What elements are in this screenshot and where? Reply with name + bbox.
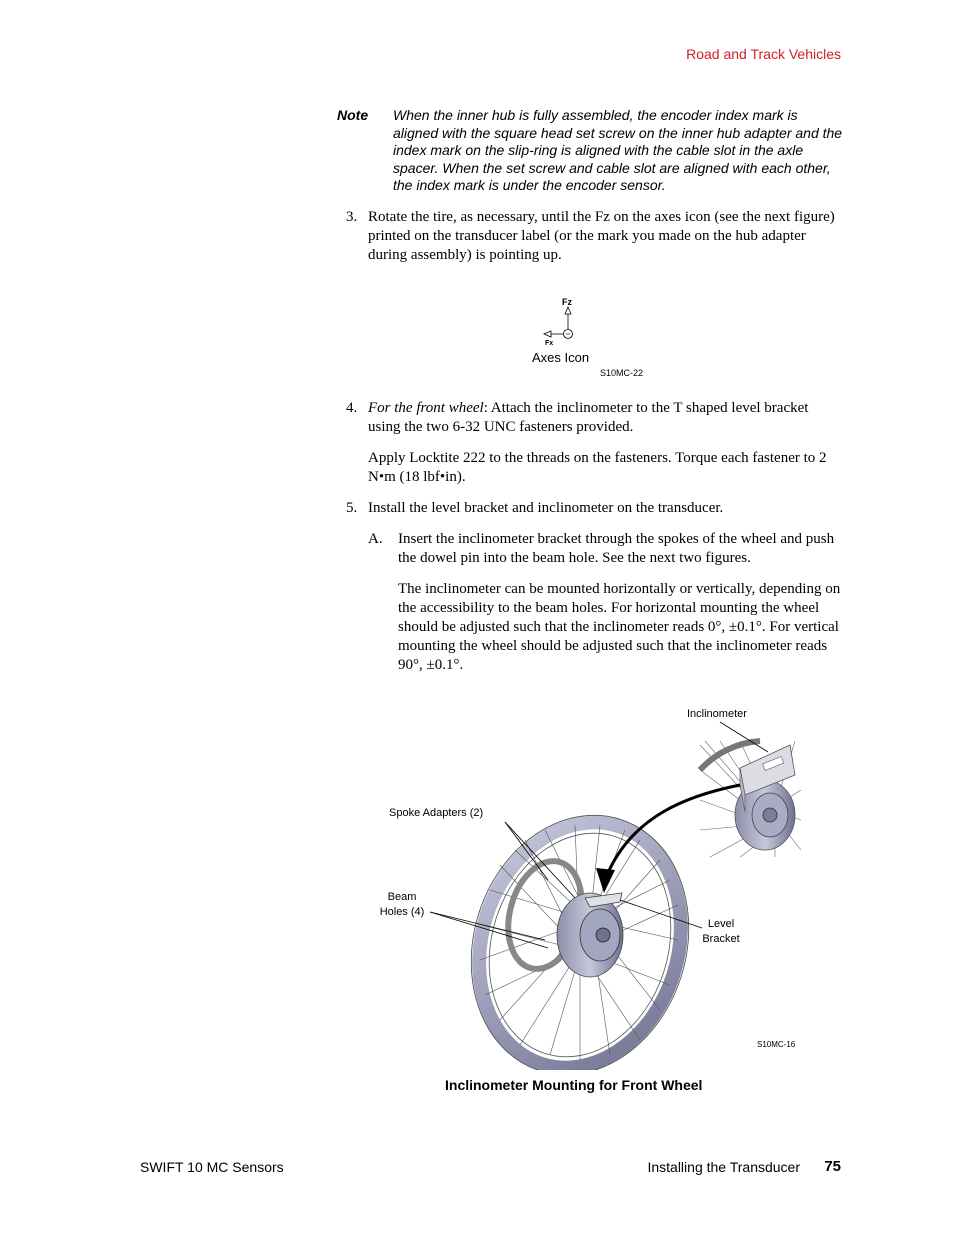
inset-detail — [700, 741, 801, 857]
substep-a-text: Insert the inclinometer bracket through the spokes of the wheel and push the dowel pin into the beam hole. See the next two figures. — [398, 531, 835, 566]
step-4-lead: For the front wheel — [368, 400, 484, 416]
inclinometer-label: Inclinometer — [687, 708, 747, 720]
substep-a-para-2: The inclinometer can be mounted horizontally or vertically, depending on the accessibility to the beam holes. For horizontal mounting the wheel should be adjusted such that the inclinometer reads 0°, ±0.1°. For vertical mounting the wheel should be adjusted such that the inclinometer reads 90°, ±0.1°. — [398, 581, 841, 673]
figure-caption: Inclinometer Mounting for Front Wheel — [445, 1077, 703, 1093]
step-5-text: Install the level bracket and inclinometer on the transducer. — [368, 500, 724, 516]
level-bracket-label — [700, 917, 742, 947]
beam-holes-line-1: Beam — [387, 891, 417, 903]
level-bracket-line-2: Bracket — [702, 933, 740, 945]
running-header: Road and Track Vehicles — [686, 46, 841, 62]
axes-figure-code: S10MC-22 — [600, 368, 644, 378]
note-label: Note — [337, 107, 369, 123]
note-text: When the inner hub is fully assembled, the encoder index mark is aligned with the square head set screw on the inner hub adapter and the index mark on the slip-ring is aligned with the cable slot in the axle spacer. When the set screw and cable slot are aligned with each other, the index mark is under the encoder sensor. — [393, 107, 843, 193]
fz-label: Fz — [562, 297, 572, 307]
level-bracket-line-1: Level — [707, 918, 735, 930]
step-4-body: : Attach the inclinometer to the T shaped level bracket using the two 6-32 UNC fasteners provided. — [368, 400, 809, 435]
beam-holes-label — [377, 890, 427, 920]
page-number: 75 — [824, 1158, 841, 1175]
step-4-number: 4. — [346, 400, 358, 416]
wheel-figure-code: S10MC-16 — [757, 1040, 796, 1049]
step-3-text: Rotate the tire, as necessary, until the Fz on the axes icon (see the next figure) printed on the transducer label (or the mark you made on the hub adapter during assembly) is pointing up. — [368, 209, 835, 263]
front-wheel — [438, 787, 721, 1070]
step-4-para-2: Apply Locktite 222 to the threads on the fasteners. Torque each fastener to 2 N•m (18 lbf•in). — [368, 450, 827, 485]
step-3-number: 3. — [346, 209, 358, 225]
step-5-number: 5. — [346, 500, 358, 516]
fx-label: Fx — [545, 340, 554, 347]
step-4-text — [368, 399, 838, 437]
beam-holes-line-2: Holes (4) — [379, 906, 425, 918]
axes-caption: Axes Icon — [532, 350, 590, 365]
wheel-illustration — [370, 700, 810, 1070]
spoke-adapters-label: Spoke Adapters (2) — [389, 807, 484, 819]
substep-a-letter: A. — [368, 531, 383, 547]
axes-icon — [535, 293, 585, 349]
footer-section: Installing the Transducer — [647, 1159, 800, 1175]
footer-doc-title: SWIFT 10 MC Sensors — [140, 1159, 284, 1175]
